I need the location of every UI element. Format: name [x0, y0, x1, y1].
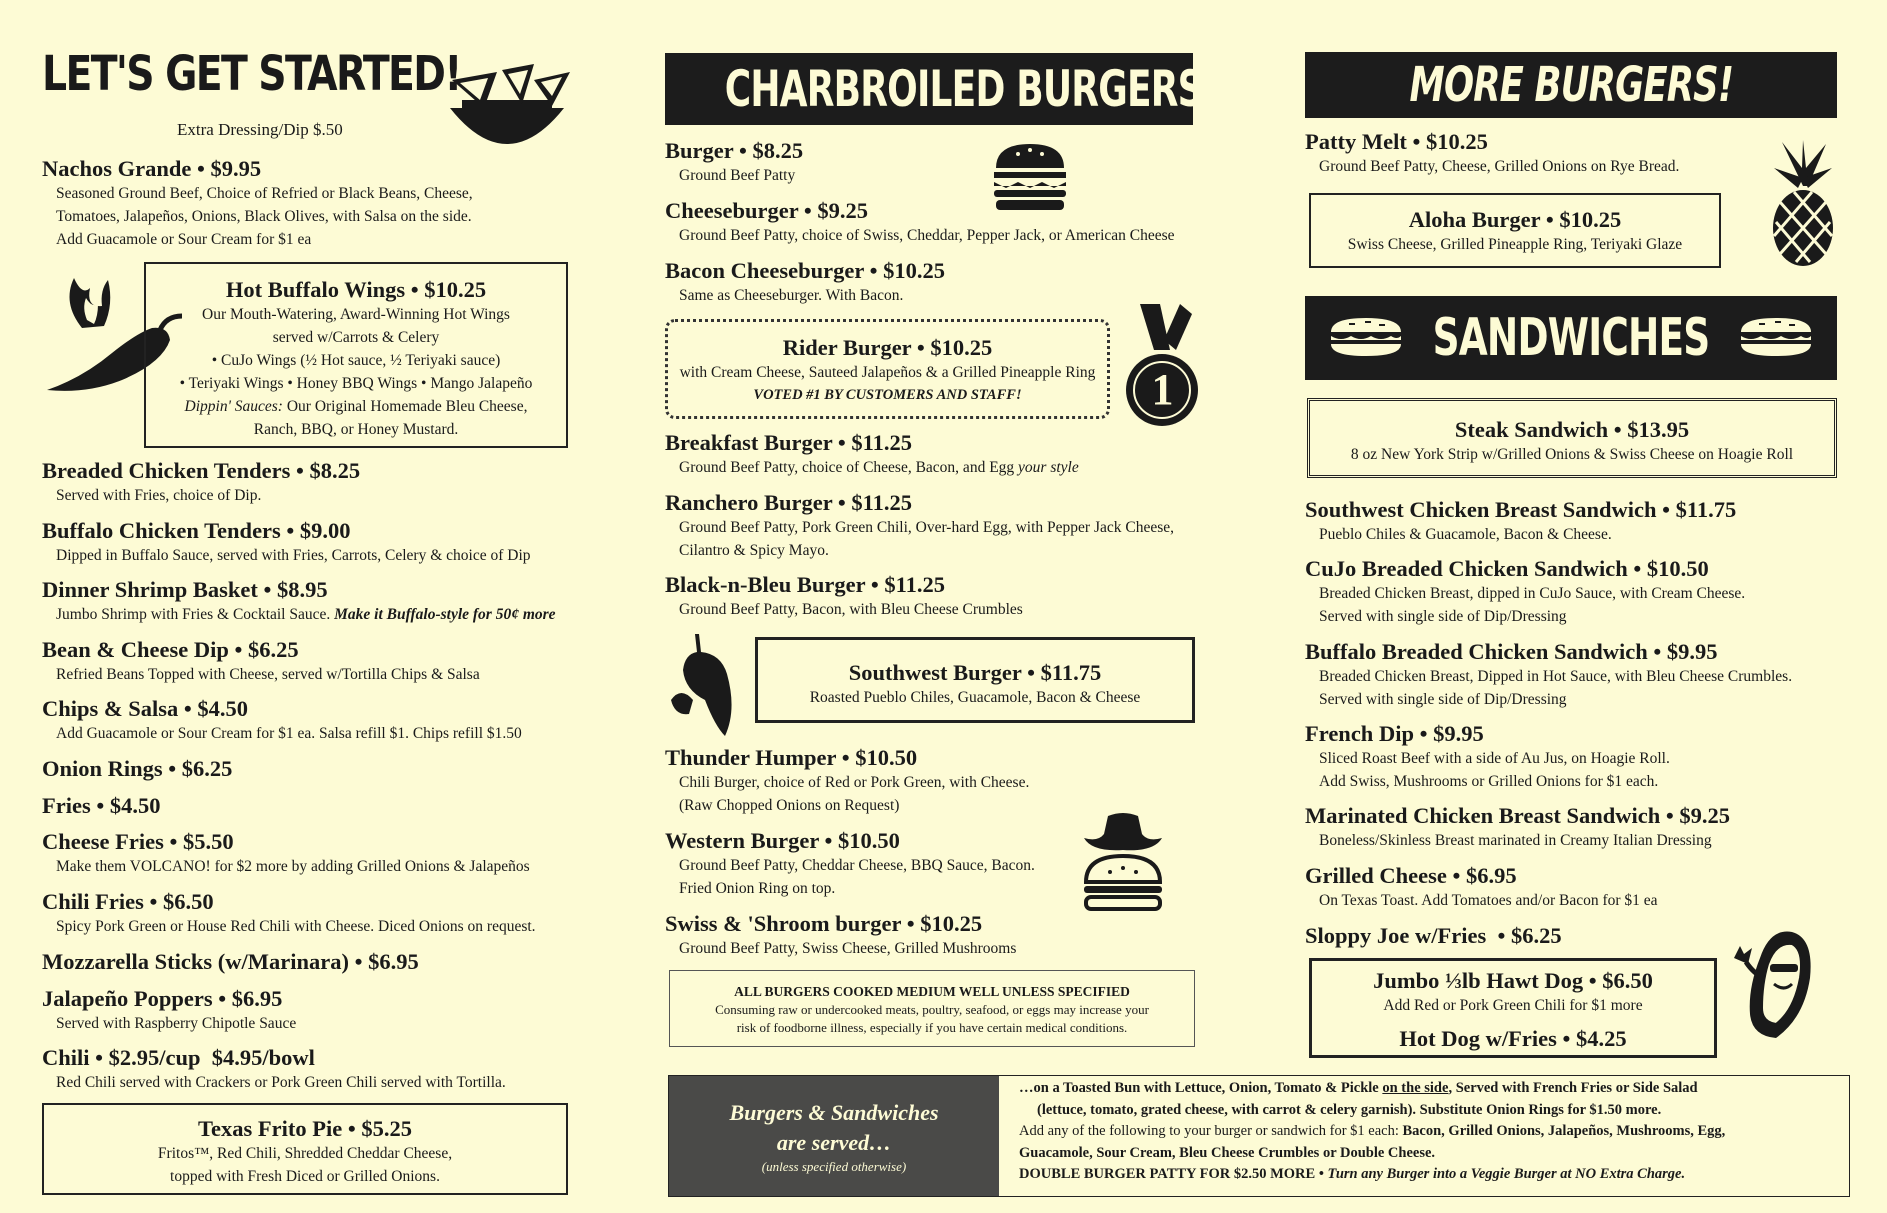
item-desc: Served with Raspberry Chipotle Sauce	[56, 1015, 297, 1032]
menu-item-cujo-chicken	[1305, 555, 1745, 628]
served-text-italic: Turn any Burger into a Veggie Burger at NO Extra Charge.	[1327, 1166, 1686, 1182]
item-name: Grilled Cheese • $6.95	[1305, 863, 1517, 888]
item-desc: Ground Beef Patty, Cheese, Grilled Onions on Rye Bread.	[1319, 158, 1680, 175]
menu-item-chips	[42, 695, 522, 745]
item-name: Bacon Cheeseburger • $10.25	[665, 258, 945, 283]
item-name: Buffalo Chicken Tenders • $9.00	[42, 518, 351, 543]
item-desc: • Teriyaki Wings • Honey BBQ Wings • Mango Jalapeño	[179, 375, 533, 392]
item-name: Southwest Chicken Breast Sandwich • $11.75	[1305, 497, 1737, 522]
dippin-sauces-text: Our Original Homemade Bleu Cheese,	[282, 398, 528, 415]
item-name: Southwest Burger • $11.75	[848, 660, 1102, 685]
menu-item-grilled-cheese	[1305, 862, 1658, 912]
item-name: Mozzarella Sticks (w/Marinara) • $6.95	[42, 949, 419, 974]
menu-item-cheeseburger	[665, 197, 1175, 247]
item-desc: Chili Burger, choice of Red or Pork Green, with Cheese.	[679, 774, 1030, 791]
item-name: Bean & Cheese Dip • $6.25	[42, 637, 299, 662]
breakfast-style: your style	[1018, 459, 1079, 476]
served-line-2: (lettuce, tomato, grated cheese, with carrot & celery garnish). Substitute Onion Rings for $1.50 more.	[1037, 1101, 1662, 1118]
item-desc: Make them VOLCANO! for $2 more by adding Grilled Onions & Jalapeños	[56, 858, 530, 875]
cooking-notice-title: ALL BURGERS COOKED MEDIUM WELL UNLESS SPECIFIED	[734, 984, 1130, 999]
menu-item-breakfast-burger	[665, 429, 1079, 479]
item-name: Jalapeño Poppers • $6.95	[42, 986, 283, 1011]
item-desc: Ground Beef Patty, Cheddar Cheese, BBQ Sauce, Bacon.	[679, 857, 1035, 874]
item-desc: Sliced Roast Beef with a side of Au Jus, on Hoagie Roll.	[1319, 750, 1670, 767]
menu-item-bacon-cheeseburger	[665, 257, 945, 307]
menu-box-aloha-burger	[1309, 193, 1721, 268]
item-name: Chips & Salsa • $4.50	[42, 696, 249, 721]
extra-dressing-note: Extra Dressing/Dip $.50	[177, 120, 343, 139]
item-desc: Breaded Chicken Breast, dipped in CuJo Sauce, with Cream Cheese.	[1319, 585, 1746, 602]
item-name: Chili Fries • $6.50	[42, 889, 214, 914]
item-desc: (Raw Chopped Onions on Request)	[679, 797, 900, 814]
item-name: Fries • $4.50	[42, 793, 161, 818]
item-name: Marinated Chicken Breast Sandwich • $9.25	[1305, 803, 1730, 828]
menu-item-ranchero	[665, 489, 1174, 562]
menu-box-southwest-burger	[755, 637, 1195, 723]
pineapple-icon	[1768, 138, 1838, 268]
item-name: Swiss & 'Shroom burger • $10.25	[665, 911, 983, 936]
item-desc: 8 oz New York Strip w/Grilled Onions & Swiss Cheese on Hoagie Roll	[1350, 446, 1794, 463]
served-line-4: Guacamole, Sour Cream, Bleu Cheese Crumbles or Double Cheese.	[1019, 1144, 1436, 1161]
menu-item-black-bleu	[665, 571, 1023, 621]
menu-item-poppers	[42, 985, 296, 1035]
menu-item-sw-chicken	[1305, 496, 1736, 546]
served-label-line: Burgers & Sandwiches	[729, 1100, 939, 1125]
item-desc: Swiss Cheese, Grilled Pineapple Ring, Teriyaki Glaze	[1347, 236, 1683, 253]
item-desc: Add Swiss, Mushrooms or Grilled Onions for $1 each.	[1319, 773, 1659, 790]
item-desc: On Texas Toast. Add Tomatoes and/or Bacon for $1 ea	[1319, 892, 1658, 909]
served-label-panel	[669, 1076, 999, 1196]
item-desc: Served with Fries, choice of Dip.	[56, 487, 262, 504]
sub-sandwich-icon	[1327, 316, 1405, 358]
item-name: Cheese Fries • $5.50	[42, 829, 234, 854]
item-desc: Served with single side of Dip/Dressing	[1319, 608, 1567, 625]
menu-box-hot-dogs	[1309, 958, 1717, 1058]
item-desc: Add Guacamole or Sour Cream for $1 ea	[56, 231, 312, 248]
item-desc: Cilantro & Spicy Mayo.	[679, 542, 829, 559]
section-title-text: MORE BURGERS!	[1409, 57, 1733, 113]
nachos-bowl-icon	[442, 60, 572, 160]
hot-dog-mascot-icon	[1730, 918, 1835, 1043]
item-desc: Tomatoes, Jalapeños, Onions, Black Olives, with Salsa on the side.	[56, 208, 472, 225]
item-desc: Ground Beef Patty, Bacon, with Bleu Cheese Crumbles	[679, 601, 1023, 618]
shrimp-upsell: Make it Buffalo-style for 50¢ more	[334, 606, 556, 623]
menu-item-french-dip	[1305, 720, 1670, 793]
sub-sandwich-icon	[1737, 316, 1815, 358]
item-desc: Refried Beans Topped with Cheese, served w/Tortilla Chips & Salsa	[56, 666, 480, 683]
item-desc: Served with single side of Dip/Dressing	[1319, 691, 1567, 708]
served-line-3	[1019, 1121, 1849, 1143]
menu-item-sloppy-joe	[1305, 922, 1562, 949]
item-name: Breaded Chicken Tenders • $8.25	[42, 458, 361, 483]
section-title-text: SANDWICHES	[1432, 308, 1710, 368]
item-name: Ranchero Burger • $11.25	[665, 490, 913, 515]
item-desc: Add Guacamole or Sour Cream for $1 ea. Salsa refill $1. Chips refill $1.50	[56, 725, 522, 742]
menu-item-breaded-tenders	[42, 457, 360, 507]
item-desc: Ground Beef Patty, Swiss Cheese, Grilled Mushrooms	[679, 940, 1017, 957]
item-name: Western Burger • $10.50	[665, 828, 900, 853]
cooking-notice	[669, 970, 1195, 1047]
menu-item-patty-melt	[1305, 128, 1679, 178]
menu-item-burger	[665, 137, 803, 187]
item-name: Steak Sandwich • $13.95	[1454, 417, 1690, 442]
served-label-line: are served…	[776, 1130, 892, 1155]
item-desc: Pueblo Chiles & Guacamole, Bacon & Cheese.	[1319, 526, 1612, 543]
item-name: Rider Burger • $10.25	[782, 335, 993, 360]
served-text-underlined: on the side	[1382, 1080, 1449, 1096]
item-desc	[42, 603, 556, 626]
cooking-notice-text: Consuming raw or undercooked meats, poultry, seafood, or eggs may increase your	[715, 1002, 1149, 1017]
served-text: , Served with French Fries or Side Salad	[1448, 1080, 1698, 1096]
item-name: Hot Dog w/Fries • $4.25	[1399, 1026, 1627, 1051]
item-name: Aloha Burger • $10.25	[1408, 207, 1622, 232]
item-name: Burger • $8.25	[665, 138, 804, 163]
menu-item-fries	[42, 792, 160, 819]
menu-item-buffalo-breaded	[1305, 638, 1792, 711]
menu-box-hot-wings	[144, 262, 568, 448]
item-desc	[665, 456, 1079, 479]
item-desc: served w/Carrots & Celery	[272, 329, 440, 346]
item-desc: Seasoned Ground Beef, Choice of Refried or Black Beans, Cheese,	[56, 185, 473, 202]
item-desc: Spicy Pork Green or House Red Chili with Cheese. Diced Onions on request.	[56, 918, 536, 935]
cowboy-burger-icon	[1078, 808, 1168, 913]
menu-box-steak-sandwich	[1307, 398, 1837, 478]
served-label-note: (unless specified otherwise)	[761, 1159, 907, 1174]
served-line-5	[1019, 1164, 1849, 1186]
section-title-text: CHARBROILED BURGERS	[724, 60, 1203, 118]
item-desc: Ground Beef Patty	[679, 167, 796, 184]
item-desc: Roasted Pueblo Chiles, Guacamole, Bacon & Cheese	[809, 689, 1141, 706]
menu-item-chili-fries	[42, 888, 536, 938]
served-text-bold: Bacon, Grilled Onions, Jalapeños, Mushrooms, Egg,	[1402, 1123, 1726, 1139]
item-name: Chili • $2.95/cup $4.95/bowl	[42, 1045, 315, 1070]
item-desc: Same as Cheeseburger. With Bacon.	[679, 287, 904, 304]
menu-item-chili	[42, 1044, 506, 1094]
section-title-burgers	[665, 53, 1203, 125]
served-text: …on a Toasted Bun with Lettuce, Onion, Tomato & Pickle	[1019, 1080, 1383, 1096]
item-desc: Our Mouth-Watering, Award-Winning Hot Wings	[202, 306, 510, 323]
item-name: Onion Rings • $6.25	[42, 756, 233, 781]
item-name: Texas Frito Pie • $5.25	[198, 1116, 412, 1141]
item-desc: Boneless/Skinless Breast marinated in Creamy Italian Dressing	[1319, 832, 1712, 849]
item-name: Black-n-Bleu Burger • $11.25	[665, 572, 945, 597]
item-desc: Dipped in Buffalo Sauce, served with Fries, Carrots, Celery & choice of Dip	[56, 547, 531, 564]
item-desc: Ranch, BBQ, or Honey Mustard.	[253, 421, 459, 438]
served-banner	[668, 1075, 1850, 1197]
item-desc	[146, 395, 566, 418]
cooking-notice-text: risk of foodborne illness, especially if you have certain medical conditions.	[736, 1020, 1128, 1035]
served-text: DOUBLE BURGER PATTY FOR $2.50 MORE •	[1019, 1166, 1328, 1182]
item-desc: Add Red or Pork Green Chili for $1 more	[1383, 997, 1643, 1014]
served-details	[1019, 1078, 1849, 1186]
item-desc: Red Chili served with Crackers or Pork Green Chili served with Tortilla.	[56, 1074, 506, 1091]
item-name: Cheeseburger • $9.25	[665, 198, 869, 223]
chile-pepper-icon	[665, 630, 745, 740]
section-title-started: LET'S GET STARTED!	[42, 46, 461, 102]
served-text: Add any of the following to your burger or sandwich for $1 each:	[1019, 1123, 1403, 1139]
menu-item-buffalo-tenders	[42, 517, 531, 567]
menu-box-frito-pie	[42, 1103, 568, 1195]
item-name: Sloppy Joe w/Fries • $6.25	[1305, 923, 1562, 948]
item-name: Jumbo ⅓lb Hawt Dog • $6.50	[1373, 968, 1653, 993]
item-desc: Fried Onion Ring on top.	[679, 880, 836, 897]
item-desc: topped with Fresh Diced or Grilled Onions.	[170, 1168, 440, 1185]
medal-number: 1	[1151, 365, 1174, 414]
menu-item-swiss-shroom	[665, 910, 1016, 960]
item-name: Hot Buffalo Wings • $10.25	[225, 277, 487, 302]
menu-item-thunder-humper	[665, 744, 1029, 817]
item-desc: Ground Beef Patty, Pork Green Chili, Over-hard Egg, with Pepper Jack Cheese,	[679, 519, 1174, 536]
menu-item-onion-rings	[42, 755, 232, 782]
item-name: CuJo Breaded Chicken Sandwich • $10.50	[1305, 556, 1709, 581]
breakfast-desc: Ground Beef Patty, choice of Cheese, Bacon, and Egg	[679, 459, 1019, 476]
shrimp-desc: Jumbo Shrimp with Fries & Cocktail Sauce.	[56, 606, 335, 623]
item-name: Dinner Shrimp Basket • $8.95	[42, 577, 328, 602]
served-line-1	[1019, 1078, 1849, 1100]
menu-item-cheese-fries	[42, 828, 530, 878]
item-name: Nachos Grande • $9.95	[42, 156, 262, 181]
item-name: Buffalo Breaded Chicken Sandwich • $9.95	[1305, 639, 1718, 664]
item-desc: Fritos™, Red Chili, Shredded Cheddar Cheese,	[157, 1145, 453, 1162]
menu-item-western-burger	[665, 827, 1035, 900]
menu-item-mozzarella	[42, 948, 419, 975]
menu-item-nachos	[42, 155, 473, 251]
menu-item-marinated-chicken	[1305, 802, 1730, 852]
item-name: Thunder Humper • $10.50	[665, 745, 918, 770]
item-desc: Ground Beef Patty, choice of Swiss, Cheddar, Pepper Jack, or American Cheese	[679, 227, 1175, 244]
menu-item-bean-dip	[42, 636, 480, 686]
item-name: Breakfast Burger • $11.25	[665, 430, 913, 455]
section-title-more-burgers	[1305, 52, 1837, 118]
menu-item-shrimp	[42, 576, 556, 626]
item-desc: • CuJo Wings (½ Hot sauce, ½ Teriyaki sauce)	[211, 352, 501, 369]
dippin-sauces-label: Dippin' Sauces:	[184, 398, 283, 415]
item-desc: with Cream Cheese, Sauteed Jalapeños & a Grilled Pineapple Ring	[679, 364, 1096, 381]
item-name: French Dip • $9.95	[1305, 721, 1484, 746]
item-desc: Breaded Chicken Breast, Dipped in Hot Sauce, with Bleu Cheese Crumbles.	[1319, 668, 1793, 685]
item-desc: VOTED #1 BY CUSTOMERS AND STAFF!	[753, 387, 1022, 403]
menu-box-rider-burger	[665, 319, 1110, 419]
item-name: Patty Melt • $10.25	[1305, 129, 1488, 154]
